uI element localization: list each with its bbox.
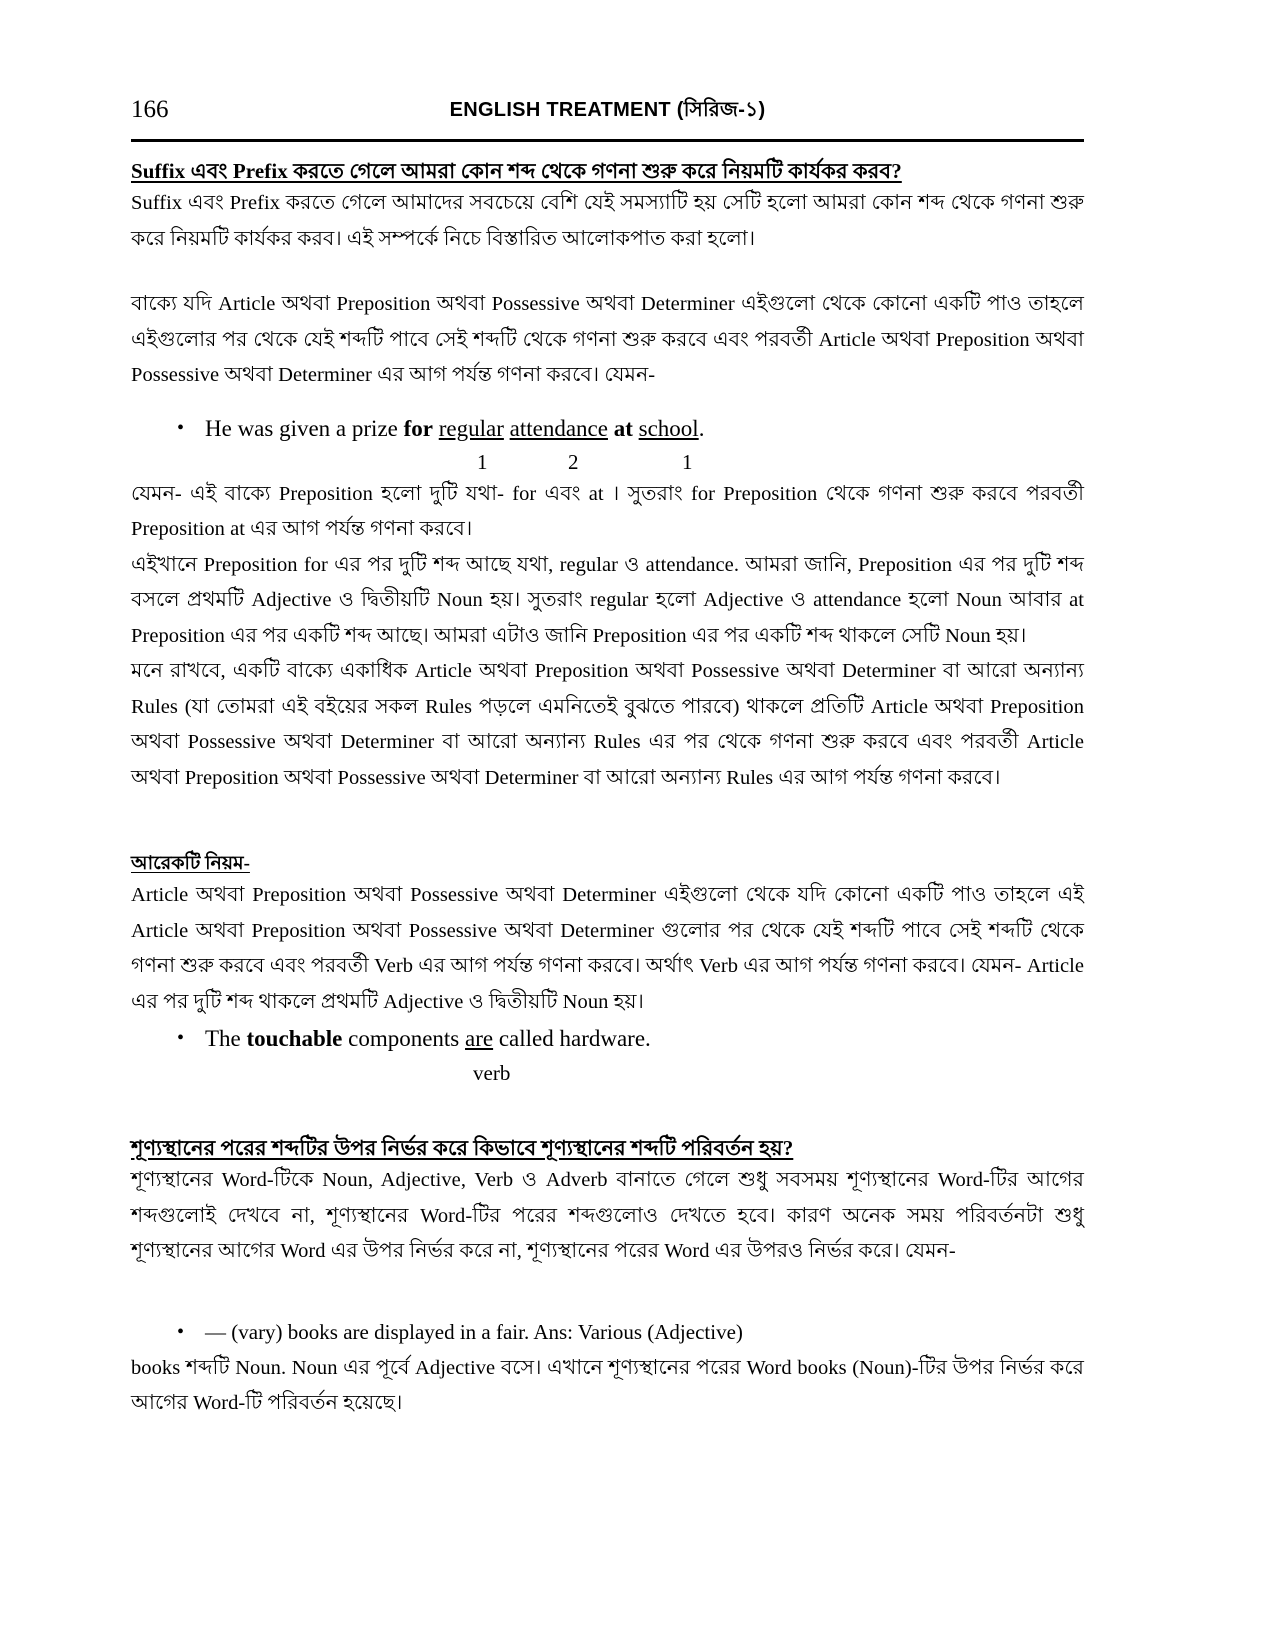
example-sentence-1 (171, 410, 1084, 447)
word-touchable: touchable (246, 1026, 343, 1051)
example-sentence-2 (171, 1020, 1084, 1057)
paragraph-explain-adjective-noun: এইখানে Preposition for এর পর দুটি শব্দ আছে যথা, regular ও attendance. আমরা জানি, Preposition এর পর দুটি শব্দ বসলে প্রথমটি Adjective ও দ্বিতীয়টি Noun হয়। সুতরাং regular হলো Adjective ও attendance হলো Noun আবার at Preposition এর পর একটি শব্দ আছে। আমরা এটাও জানি Preposition এর পর একটি শব্দ থাকলে সেটি Noun হয়। (131, 553, 1084, 647)
word-regular: regular (438, 415, 504, 441)
word-at: at (613, 415, 633, 441)
example-2-annotations (131, 1057, 1084, 1089)
example-sentence-3 (171, 1314, 1084, 1351)
example-1-annotations (131, 447, 1084, 477)
word-school: school (638, 415, 699, 441)
example-sentence-text: — (vary) books are displayed in a fair. Ans: Various (Adjective) (205, 1319, 743, 1344)
spacer (131, 796, 1084, 840)
paragraph-explain-prepositions: যেমন- এই বাক্যে Preposition হলো দুটি যথা- for এবং at । সুতরাং for Preposition থেকে গণনা শুরু করবে পরবর্তী Preposition at এর আগ পর্যন্ত গণনা করবে। (131, 482, 1084, 540)
paragraph-blank-word-explanation: শূণ্যস্থানের Word-টিকে Noun, Adjective, Verb ও Adverb বানাতে গেলে শুধু সবসময় শূণ্যস্থানের Word-টির আগের শব্দগুলোই দেখবে না, শূণ্যস্থানের Word-টির পরের শব্দগুলোও দেখতে হবে। কারণ অনেক সময় পরিবর্তনটা শুধু শূণ্যস্থানের আগের Word এর উপর নির্ভর করে না, শূণ্যস্থানের পরের Word এর উপরও নির্ভর করে। যেমন- (131, 1169, 1084, 1262)
example-sentence-text (205, 410, 1084, 447)
word-attendance: attendance (509, 415, 608, 441)
example-sentence-text (205, 1020, 1084, 1057)
word-for: for (403, 415, 433, 441)
annotation-mark-3: 1 (682, 449, 693, 474)
annotation-label-verb: verb (473, 1061, 511, 1085)
sentence-the: The (205, 1026, 247, 1051)
sentence-period: . (698, 415, 705, 441)
spacer (131, 257, 1084, 287)
annotation-mark-1: 1 (477, 449, 488, 474)
spacer (131, 1270, 1084, 1314)
paragraph-intro: Suffix এবং Prefix করতে গেলে আমাদের সবচেয়ে বেশি যেই সমস্যাটি হয় সেটি হলো আমরা কোন শব্দ থেকে গণনা শুরু করে নিয়মটি কার্যকর করব। এই সম্পর্কে নিচে বিস্তারিত আলোকপাত করা হলো। (131, 192, 1084, 250)
sentence-end: called hardware. (493, 1026, 651, 1051)
paragraph-remember-multiple-rules: মনে রাখবে, একটি বাক্যে একাধিক Article অথবা Preposition অথবা Possessive অথবা Determiner বা আরো অন্যান্য Rules (যা তোমরা এই বইয়ের সকল Rules পড়লে এমনিতেই বুঝতে পারবে) থাকলে প্রতিটি Article অথবা Preposition অথবা Possessive অথবা Determiner বা আরো অন্যান্য Rules এর পর থেকে গণনা শুরু করবে এবং পরবর্তী Article অথবা Preposition অথবা Possessive অথবা Determiner বা আরো অন্যান্য Rules এর আগ পর্যন্ত গণনা করবে। (131, 660, 1084, 789)
annotation-mark-2: 2 (568, 449, 579, 474)
paragraph-rule-article-preposition: বাক্যে যদি Article অথবা Preposition অথবা Possessive অথবা Determiner এইগুলো থেকে কোনো একটি পাও তাহলে এইগুলোর পর থেকে যেই শব্দটি পাবে সেই শব্দটি থেকে গণনা শুরু করবে এবং পরবর্তী Article অথবা Preposition অথবা Possessive অথবা Determiner এর আগ পর্যন্ত গণনা করবে। যেমন- (131, 293, 1084, 386)
running-head (131, 95, 1084, 135)
bullet-marker: • (177, 416, 185, 439)
bullet-marker: • (177, 1027, 185, 1049)
page-number: 166 (131, 96, 169, 123)
spacer (131, 1089, 1084, 1119)
document-page (131, 0, 1084, 1422)
sentence-mid: components (342, 1026, 466, 1051)
bullet-marker: • (177, 1320, 185, 1343)
sentence-prefix: He was given a prize (205, 415, 404, 441)
book-title: ENGLISH TREATMENT (সিরিজ-১) (449, 99, 766, 121)
paragraph-verb-rule: Article অথবা Preposition অথবা Possessive অথবা Determiner এইগুলো থেকে যদি কোনো একটি পাও তাহলে এই Article অথবা Preposition অথবা Possessive অথবা Determiner গুলোর পর থেকে যেই শব্দটি পাবে সেই শব্দটি থেকে গণনা শুরু করবে এবং পরবর্তী Verb এর আগ পর্যন্ত গণনা করবে। অর্থাৎ Verb এর আগ পর্যন্ত গণনা করবে। যেমন- Article এর পর দুটি শব্দ থাকলে প্রথমটি Adjective ও দ্বিতীয়টি Noun হয়। (131, 884, 1084, 1013)
section-heading-blank-word-change: শূণ্যস্থানের পরের শব্দটির উপর নির্ভর করে কিভাবে শূণ্যস্থানের শব্দটি পরিবর্তন হয়? (131, 1136, 794, 1160)
word-are: are (465, 1026, 494, 1051)
paragraph-books-noun-explanation: books শব্দটি Noun. Noun এর পূর্বে Adjective বসে। এখানে শূণ্যস্থানের পরের Word books (Noun)-টির উপর নির্ভর করে আগের Word-টি পরিবর্তন হয়েছে। (131, 1356, 1084, 1414)
section-heading-suffix-prefix: Suffix এবং Prefix করতে গেলে আমরা কোন শব্দ থেকে গণনা শুরু করে নিয়মটি কার্যকর করব? (131, 159, 902, 183)
spacer (131, 394, 1084, 410)
subsection-heading-another-rule: আরেকটি নিয়ম- (131, 853, 250, 874)
header-divider (131, 139, 1084, 142)
